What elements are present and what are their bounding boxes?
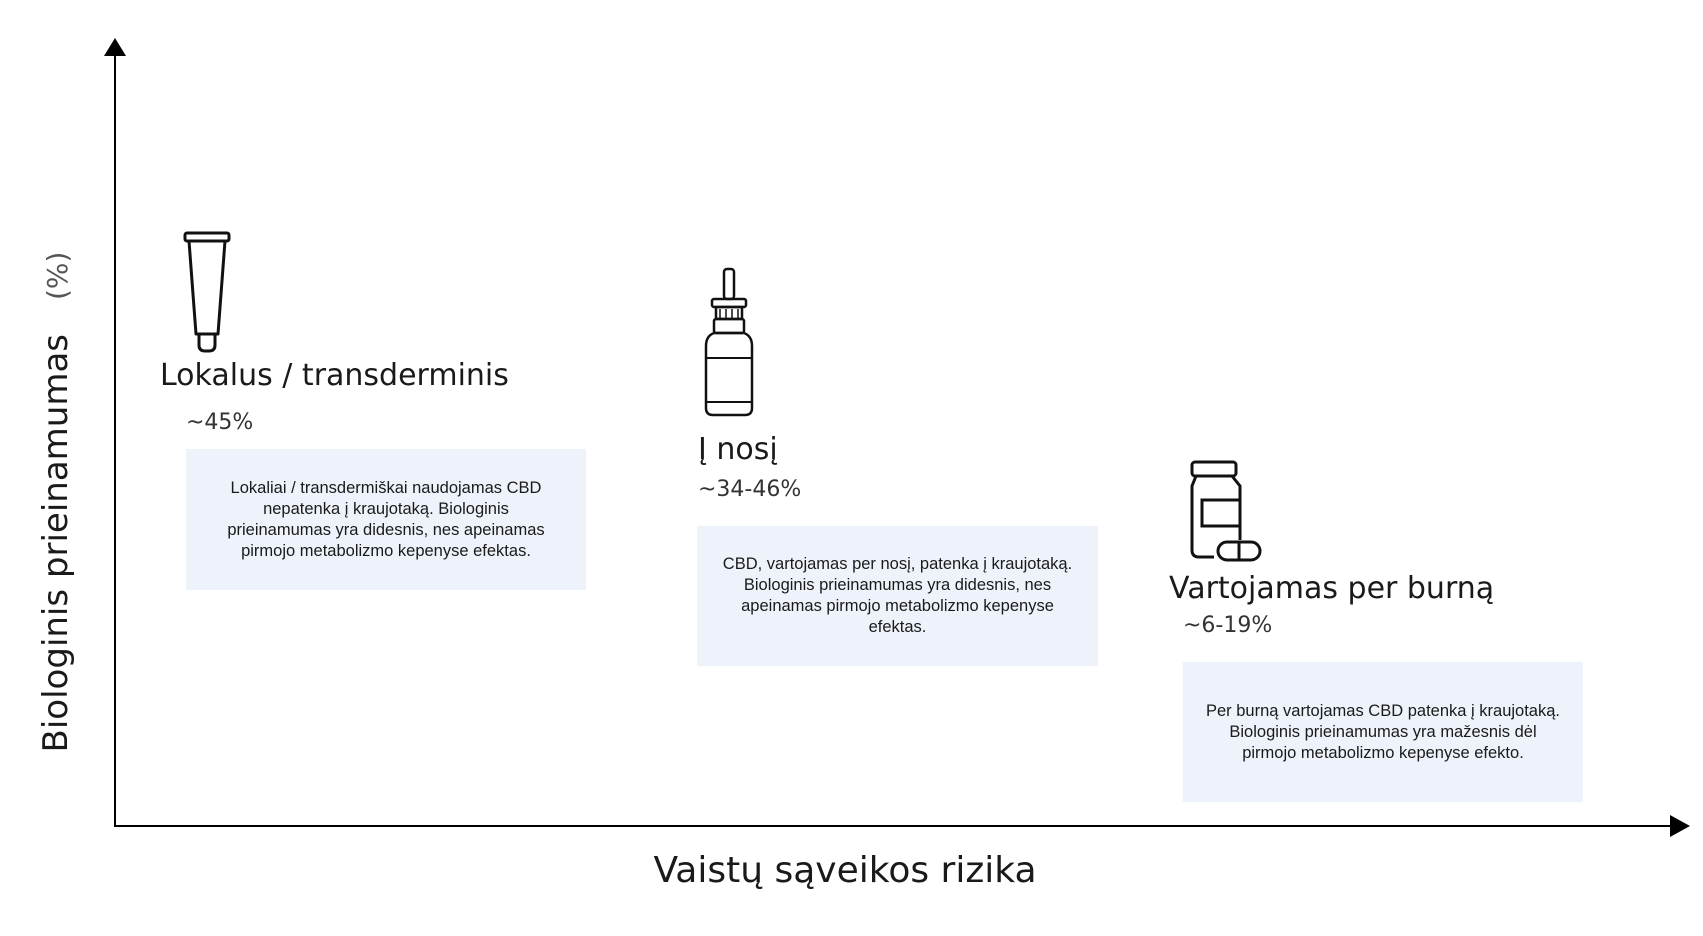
x-axis-label: Vaistų sąveikos rizika [653, 850, 1037, 891]
y-axis-unit: (%) [41, 251, 74, 300]
route-title-topical: Lokalus / transderminis [160, 358, 509, 393]
description-box-topical [186, 449, 586, 590]
description-box-nasal [697, 526, 1098, 666]
ointment-tube-icon [182, 230, 232, 354]
route-value-oral: ~6-19% [1183, 613, 1273, 638]
y-axis-title: Biologinis prieinamumas [36, 333, 76, 753]
description-text-nasal: CBD, vartojamas per nosį, patenka į kraujotaką. Biologinis prieinamumas yra didesnis, nes apeinamas pirmojo metabolizmo kepenyse efektas. [722, 555, 1073, 636]
route-value-topical: ~45% [186, 410, 254, 435]
nasal-spray-icon [702, 266, 756, 418]
description-text-oral: Per burną vartojamas CBD patenka į kraujotaką. Biologinis prieinamumas yra mažesnis dėl pirmojo metabolizmo kepenyse efekto. [1205, 701, 1560, 762]
description-box-oral [1183, 662, 1583, 802]
y-axis-arrow [104, 38, 126, 56]
route-title-nasal: Į nosį [698, 432, 778, 467]
pill-bottle-icon [1184, 458, 1264, 564]
description-text-topical: Lokaliai / transdermiškai naudojamas CBD nepatenka į kraujotaką. Biologinis prieinamumas yra didesnis, nes apeinamas pirmojo metabolizmo kepenyse efektas. [227, 478, 545, 560]
route-value-nasal: ~34-46% [698, 477, 802, 502]
route-title-oral: Vartojamas per burną [1169, 571, 1495, 606]
y-axis-label [36, 252, 76, 753]
x-axis-arrow [1670, 815, 1690, 837]
